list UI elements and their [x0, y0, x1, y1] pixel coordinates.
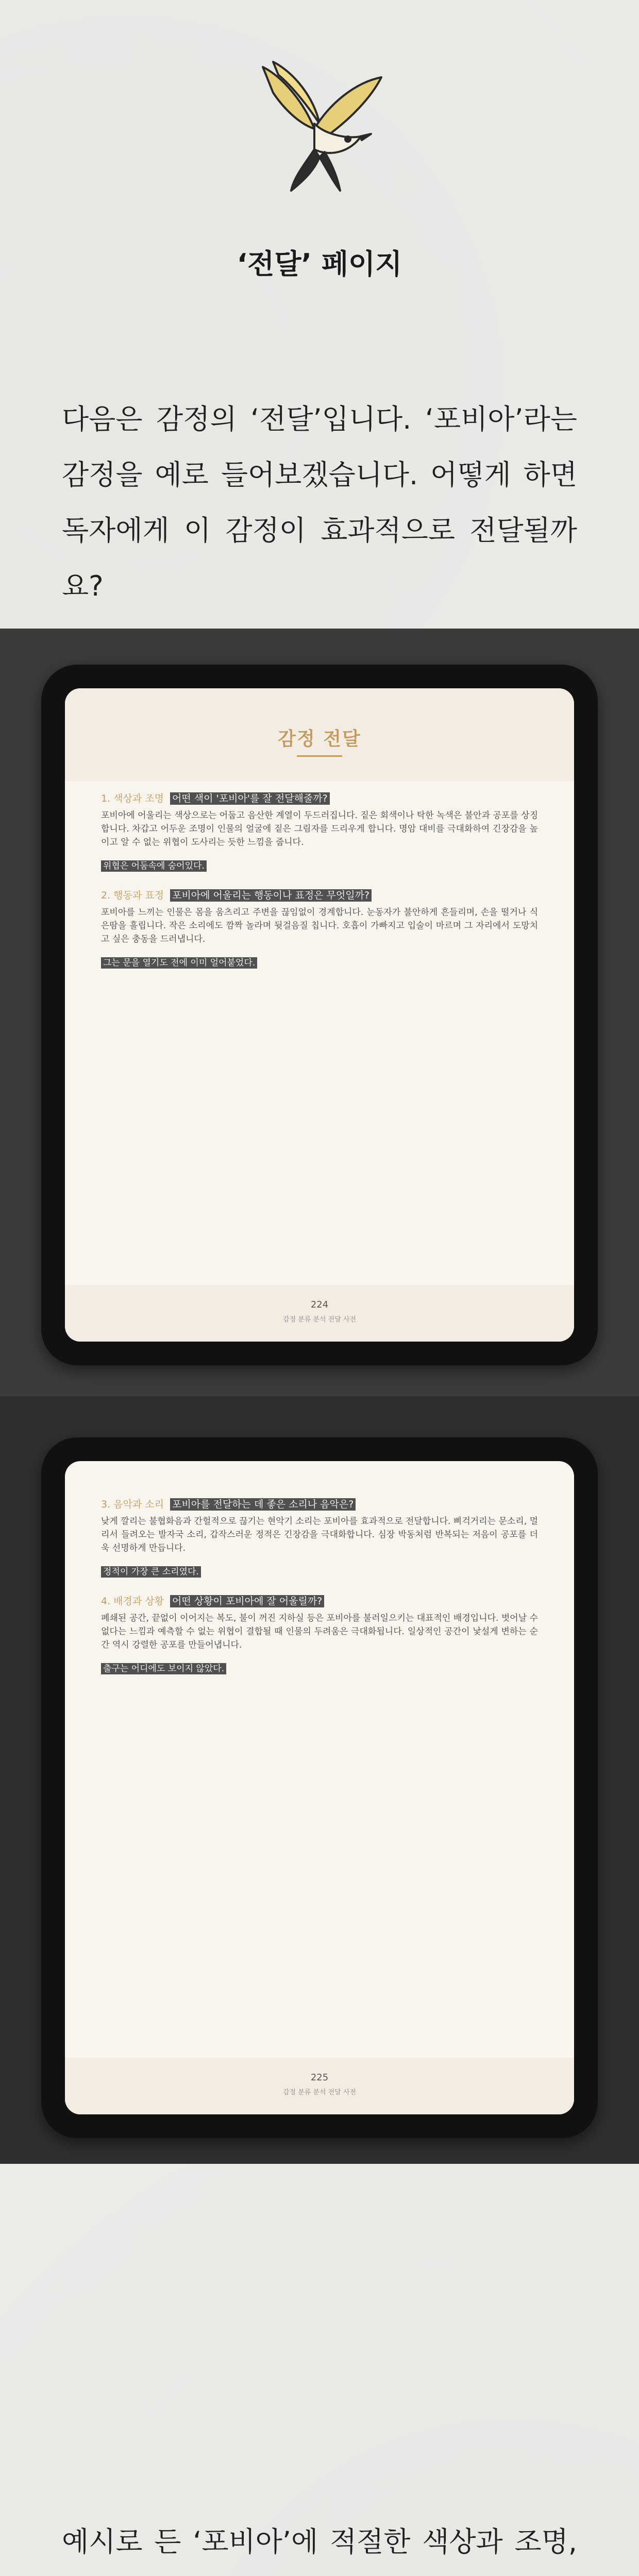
highlight-text: 위협은 어둠속에 숨어있다. — [101, 860, 207, 872]
highlight-line — [101, 1662, 538, 1675]
highlight-line — [101, 859, 538, 873]
screen-content — [101, 791, 538, 973]
subsection-question: 어떤 상황이 포비아에 잘 어울릴까? — [170, 1595, 324, 1607]
highlight-text: 정적이 가장 큰 소리였다. — [101, 1566, 201, 1578]
subsection-question: 포비아에 어울리는 행동이나 표정은 무엇일까? — [170, 889, 372, 902]
subsection-label: 1. 색상과 조명 — [101, 793, 164, 804]
subsection-question: 어떤 색이 '포비아'를 잘 전달해줄까? — [170, 792, 330, 805]
book-title: 감정 분류 분석 전달 사전 — [282, 1316, 357, 1324]
subsection-paragraph: 포비아에 어울리는 색상으로는 어둡고 음산한 계열이 두드러집니다. 짙은 회색이나 탁한 녹색은 불안과 공포를 상징합니다. 차갑고 어두운 조명이 인물의 얼굴에 짙은 그림자를 드리우게 합니다. 명암 대비를 극대화하여 긴장감을 높이고 알 수 없는 위협이 도사리는 듯한 느낌을 줍니다. — [101, 810, 538, 848]
subsection-heading — [101, 1594, 538, 1608]
subsection-heading — [101, 791, 538, 806]
tablet-screen — [65, 688, 574, 1342]
screen-content — [101, 1497, 538, 1679]
tablet-preview-1 — [41, 665, 598, 1365]
tablet-screen — [65, 1461, 574, 2114]
subsection-label: 2. 행동과 표정 — [101, 890, 164, 901]
highlight-text: 그는 문을 열기도 전에 이미 얼어붙었다. — [101, 957, 257, 969]
subsection-paragraph: 폐쇄된 공간, 끝없이 이어지는 복도, 불이 꺼진 지하실 등은 포비아를 불러일으키는 대표적인 배경입니다. 벗어날 수 없다는 느낌과 예측할 수 없는 위협이 결합될 때 인물의 두려움은 극대화됩니다. 일상적인 공간이 낯설게 변하는 순간 역시 강렬한 공포를 만들어냅니다. — [101, 1613, 538, 1650]
subsection-heading — [101, 1497, 538, 1512]
subsection-label: 4. 배경과 상황 — [101, 1596, 164, 1607]
page-title: ‘전달’ 페이지 — [237, 248, 402, 280]
subsection-paragraph: 포비아를 느끼는 인물은 몸을 움츠리고 주변을 끊임없이 경계합니다. 눈동자가 불안하게 흔들리며, 손을 떨거나 식은땀을 흘립니다. 작은 소리에도 깜짝 놀라며 뒷걸음질 칩니다. 호흡이 가빠지고 입술이 마르며 그 자리에서 도망치고 싶은 충동을 드러냅니다. — [101, 907, 538, 944]
summary-paragraph: 예시로 든 ‘포비아’에 적절한 색상과 조명, — [62, 2526, 577, 2558]
highlight-text: 출구는 어디에도 보이지 않았다. — [101, 1663, 226, 1674]
title-underline — [297, 755, 342, 757]
intro-paragraph: 다음은 감정의 ‘전달’입니다. ‘포비아’라는 감정을 예로 들어보겠습니다. 어떻게 하면 독자에게 이 감정이 효과적으로 전달될까요? — [62, 403, 577, 602]
page-number: 224 — [310, 1299, 329, 1310]
screen-header — [65, 688, 574, 781]
highlight-line — [101, 1565, 538, 1579]
subsection-question: 포비아를 전달하는 데 좋은 소리나 음악은? — [170, 1498, 356, 1511]
subsection-heading — [101, 888, 538, 903]
swallow-emblem-icon — [242, 46, 397, 201]
screen-footer — [65, 1285, 574, 1342]
page-number: 225 — [310, 2072, 329, 2083]
highlight-line — [101, 956, 538, 970]
subsection-paragraph: 낮게 깔리는 불협화음과 간헐적으로 끊기는 현악기 소리는 포비아를 효과적으로 전달합니다. 삐걱거리는 문소리, 멀리서 들려오는 발자국 소리, 갑작스러운 정적은 긴장감을 극대화합니다. 심장 박동처럼 반복되는 저음이 공포를 더욱 선명하게 만듭니다. — [101, 1516, 538, 1553]
screen-title: 감정 전달 — [278, 728, 361, 750]
tablet-preview-2 — [41, 1437, 598, 2138]
screen-footer — [65, 2058, 574, 2114]
subsection-label: 3. 음악과 소리 — [101, 1499, 164, 1510]
book-title: 감정 분류 분석 전달 사전 — [282, 2089, 357, 2096]
